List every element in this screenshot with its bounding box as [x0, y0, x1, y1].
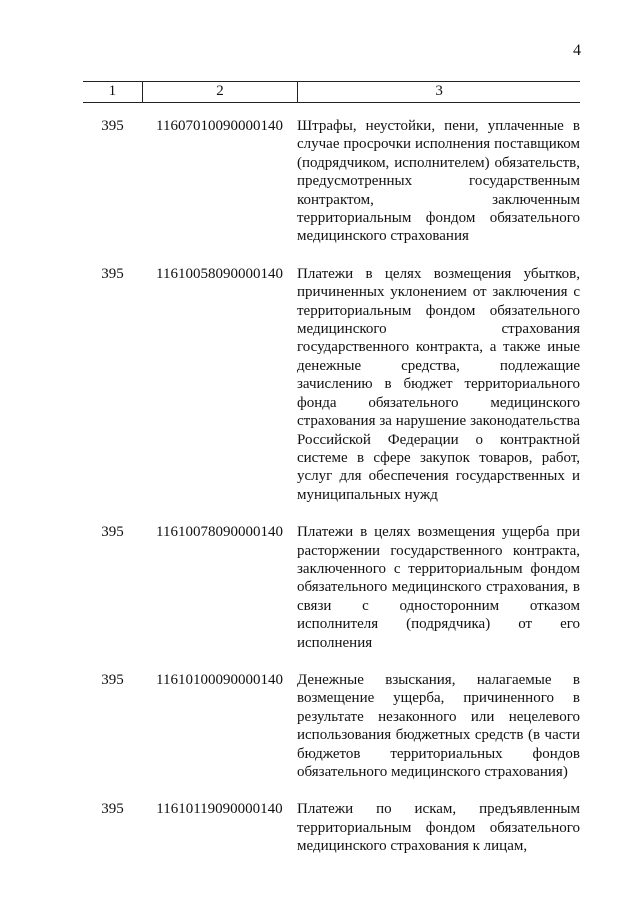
header-col-2: 2 [142, 82, 297, 103]
table-body [83, 115, 580, 856]
table-row [83, 115, 580, 246]
table-row [83, 798, 580, 855]
budget-code: 11610078090000140 [156, 524, 283, 541]
header-col-1: 1 [83, 82, 142, 103]
revenue-description: Штрафы, неустойки, пени, уплаченные в случае просрочки исполнения поставщиком (подрядчиком, исполнителем) обязательств, предусмотренных государственным контрактом, заключенным территориальным фондом обязательного медицинского страхования [297, 118, 580, 245]
table-row [83, 669, 580, 781]
budget-code: 11610119090000140 [156, 801, 283, 818]
admin-code: 395 [101, 265, 124, 282]
table-row [83, 521, 580, 652]
admin-code: 395 [101, 671, 124, 688]
revenue-description: Платежи в целях возмещения убытков, причиненных уклонением от заключения с территориальным фондом обязательного медицинского страхования государственного контракта, а также иные денежные средства, подлежащие зачислению в бюджет территориального фонда обязательного медицинского страхования за нарушение законодательства Российской Федерации о контрактной системе в сфере закупок товаров, работ, услуг для обеспечения государственных и муниципальных нужд [297, 265, 580, 503]
admin-code: 395 [101, 524, 124, 541]
budget-code: 11607010090000140 [156, 118, 283, 134]
budget-code: 11610058090000140 [156, 265, 283, 282]
revenue-description: Денежные взыскания, налагаемые в возмещение ущерба, причиненного в результате незаконного или нецелевого использования бюджетных средств (в части бюджетов территориальных фондов обязательного медицинского страхования) [297, 671, 580, 780]
admin-code: 395 [101, 118, 124, 134]
table-header [83, 81, 580, 103]
budget-code: 11610100090000140 [156, 671, 283, 688]
revenue-description: Платежи по искам, предъявленным территориальным фондом обязательного медицинского страхования к лицам, [297, 801, 580, 855]
header-col-3: 3 [298, 82, 580, 103]
admin-code: 395 [101, 801, 124, 818]
header-row [83, 82, 580, 103]
table-row [83, 263, 580, 504]
revenue-description: Платежи в целях возмещения ущерба при расторжении государственного контракта, заключенного с территориальным фондом обязательного медицинского страхования, в связи с односторонним отказом исполнителя (подрядчика) от его исполнения [297, 524, 580, 651]
page-number: 4 [573, 42, 581, 59]
